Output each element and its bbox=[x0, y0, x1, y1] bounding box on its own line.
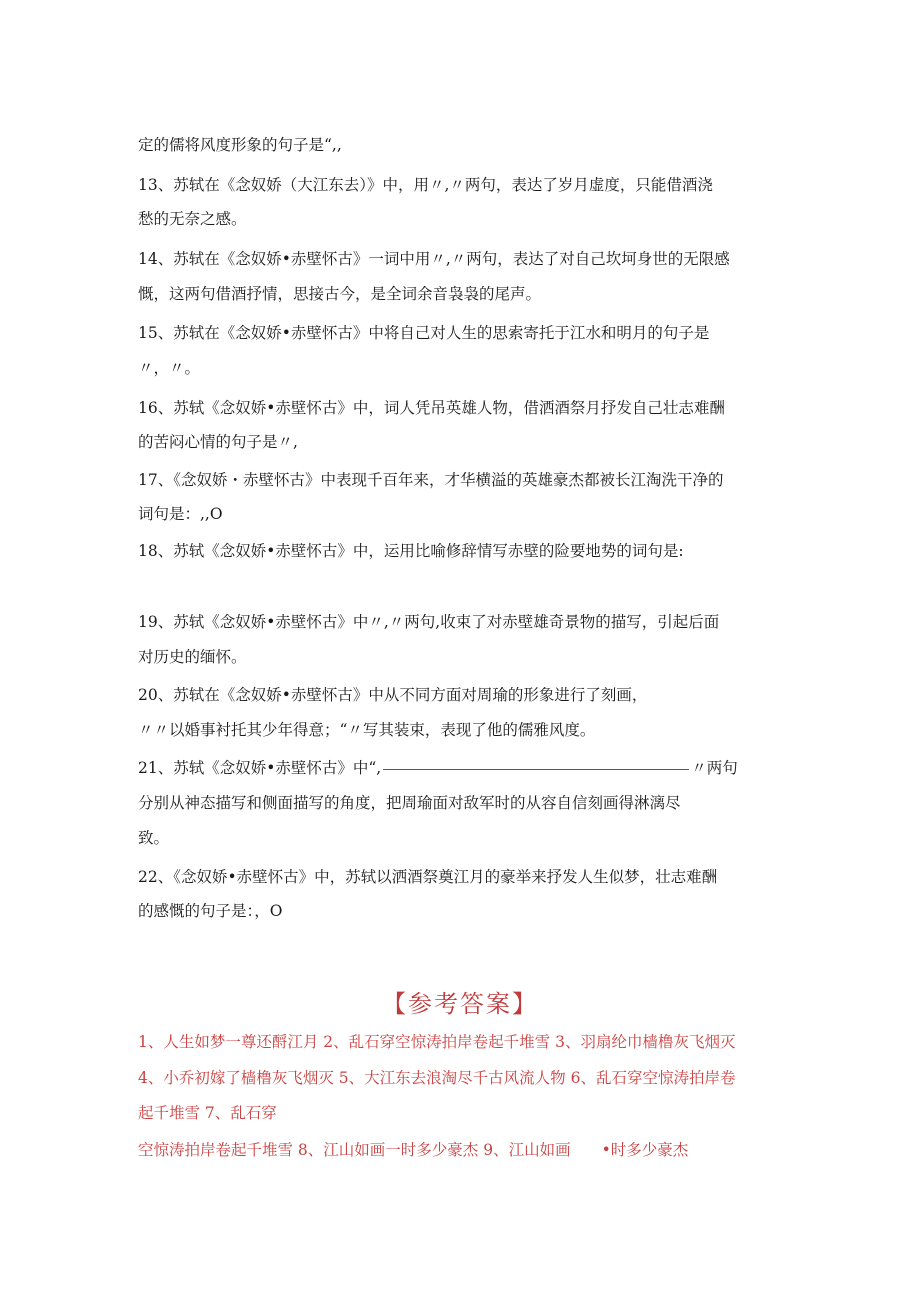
question-14-line-2: 慨，这两句借酒抒情，思接古今，是全词余音袅袅的尾声。 bbox=[138, 285, 542, 303]
question-20-line-2: 〃〃以婚事衬托其少年得意；“〃写其装束，表现了他的儒雅风度。 bbox=[138, 721, 596, 739]
answers-heading: 【参考答案】 bbox=[382, 990, 538, 1018]
question-16-line-2: 的苦闷心情的句子是〃, bbox=[138, 433, 298, 451]
question-13-line-1: 13、苏轼在《念奴娇（大江东去）》中，用〃,〃两句，表达了岁月虚度，只能借酒浇 bbox=[138, 176, 713, 194]
question-21-prefix: 21、苏轼《念奴娇•赤壁怀古》中“, bbox=[138, 759, 382, 777]
question-19-line-1: 19、苏轼《念奴娇•赤壁怀古》中〃,〃两句,收束了对赤壁雄奇景物的描写，引起后面 bbox=[138, 613, 720, 631]
answers-line-2: 4、小乔初嫁了樯橹灰飞烟灭 5、大江东去浪淘尽千古风流人物 6、乱石穿空惊涛拍岸卷 bbox=[138, 1069, 736, 1087]
answers-line-3: 起千堆雪 7、乱石穿 bbox=[138, 1104, 277, 1122]
question-21-suffix: 〃两句 bbox=[691, 759, 738, 777]
question-19-line-2: 对历史的缅怀。 bbox=[138, 648, 247, 666]
question-18-line-1: 18、苏轼《念奴娇•赤壁怀古》中，运用比喻修辞情写赤壁的险要地势的词句是: bbox=[138, 542, 684, 560]
question-14-line-1: 14、苏轼在《念奴娇•赤壁怀古》一词中用〃,〃两句，表达了对自己坎坷身世的无限感 bbox=[138, 250, 730, 268]
question-17-line-1: 17、《念奴娇・赤壁怀古》中表现千百年来，才华横溢的英雄豪杰都被长江淘洗干净的 bbox=[138, 471, 724, 489]
question-16-line-1: 16、苏轼《念奴娇•赤壁怀古》中，词人凭吊英雄人物，借洒酒祭月抒发自己壮志难酬 bbox=[138, 399, 725, 417]
answers-line-1: 1、人生如梦一尊还酹江月 2、乱石穿空惊涛拍岸卷起千堆雪 3、羽扇纶巾樯橹灰飞烟灭 bbox=[138, 1033, 736, 1051]
question-21-line-3: 致。 bbox=[138, 829, 170, 847]
question-22-line-2: 的感慨的句子是：，O bbox=[138, 902, 283, 920]
question-20-line-1: 20、苏轼在《念奴娇•赤壁怀古》中从不同方面对周瑜的形象进行了刻画， bbox=[138, 686, 648, 704]
answers-line-4: 空惊涛拍岸卷起千堆雪 8、江山如画一时多少豪杰 9、江山如画 •时多少豪杰 bbox=[138, 1141, 689, 1159]
question-21-line-2: 分别从神态描写和侧面描写的角度，把周瑜面对敌军时的从容自信刻画得淋漓尽 bbox=[138, 794, 681, 812]
question-15-line-1: 15、苏轼在《念奴娇•赤壁怀古》中将自己对人生的思索寄托于江水和明月的句子是 bbox=[138, 324, 710, 342]
question-17-line-2: 词句是：,,O bbox=[138, 505, 223, 523]
question-21-line-1 bbox=[138, 757, 738, 779]
answer-blank bbox=[383, 768, 689, 770]
question-22-line-1: 22、《念奴娇•赤壁怀古》中，苏轼以洒酒祭奠江月的豪举来抒发人生似梦，壮志难酬 bbox=[138, 868, 718, 886]
question-12-tail: 定的儒将风度形象的句子是“,, bbox=[138, 136, 342, 154]
question-15-line-2: 〃，〃。 bbox=[138, 359, 201, 377]
question-13-line-2: 愁的无奈之感。 bbox=[138, 210, 247, 228]
